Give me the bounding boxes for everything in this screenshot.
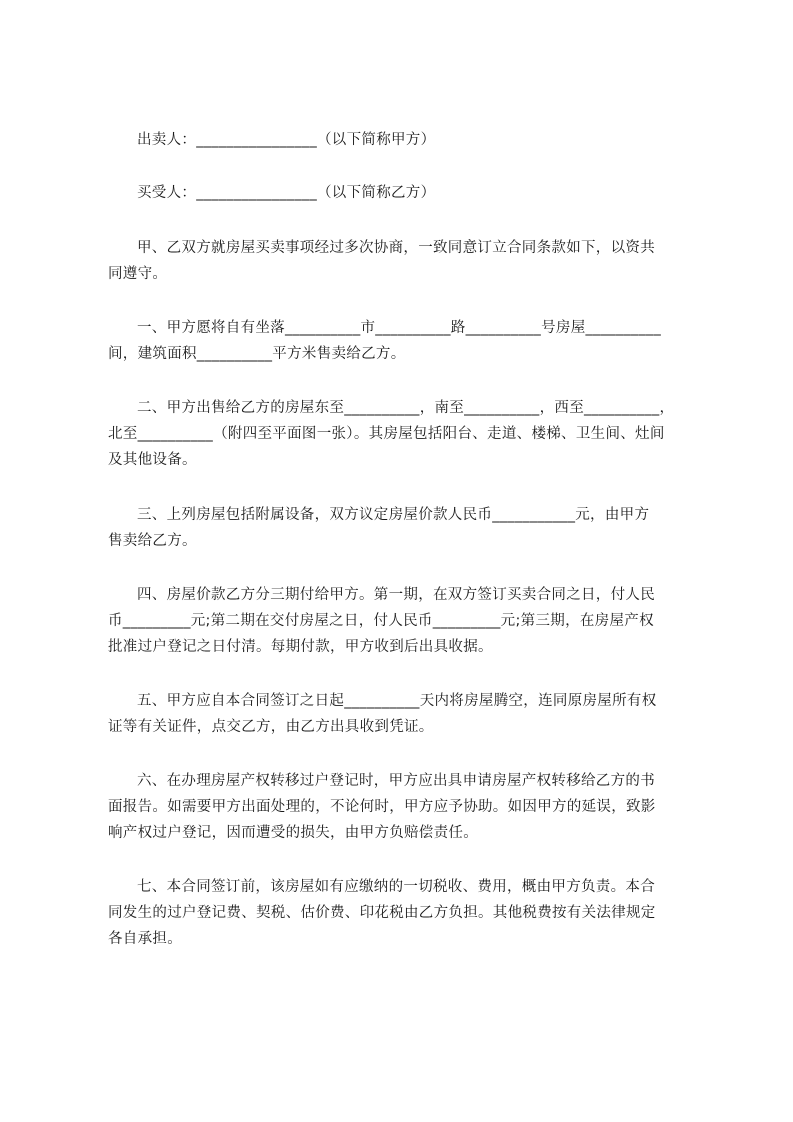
intro-line-1: 甲、乙双方就房屋买卖事项经过多次协商，一致同意订立合同条款如下，以资共 [137, 240, 655, 256]
clause6-line-1: 六、在办理房屋产权转移过户登记时，甲方应出具申请房屋产权转移给乙方的书 [137, 773, 655, 789]
clause2-line-2: 北至__________（附四至平面图一张）。其房屋包括阳台、走道、楼梯、卫生间、灶间 [108, 426, 665, 442]
clause5-line-1: 五、甲方应自本合同签订之日起__________天内将房屋腾空，连同原房屋所有权 [137, 693, 657, 709]
buyer-line: 买受人：________________（以下简称乙方） [137, 185, 436, 201]
clause5-line-2: 证等有关证件，点交乙方，由乙方出具收到凭证。 [108, 719, 434, 735]
clause1-line-1: 一、甲方愿将自有坐落__________市__________路__________号房屋__________ [137, 320, 661, 336]
clause4-line-2: 币_________元;第二期在交付房屋之日，付人民币_________元;第三期，在房屋产权 [108, 613, 654, 629]
clause6-line-3: 响产权过户登记，因而遭受的损失，由甲方负赔偿责任。 [108, 825, 478, 841]
seller-line: 出卖人：________________（以下简称甲方） [137, 132, 436, 148]
clause7-line-1: 七、本合同签订前，该房屋如有应缴纳的一切税收、费用，概由甲方负责。本合 [137, 879, 655, 895]
clause2-line-3: 及其他设备。 [108, 452, 197, 468]
clause1-line-2: 间，建筑面积__________平方米售卖给乙方。 [108, 346, 406, 362]
clause2-line-1: 二、甲方出售给乙方的房屋东至__________，南至__________，西至__________， [137, 400, 675, 416]
clause7-line-2: 同发生的过户登记费、契税、估价费、印花税由乙方负担。其他税费按有关法律规定 [108, 905, 656, 921]
clause6-line-2: 面报告。如需要甲方出面处理的，不论何时，甲方应予协助。如因甲方的延误，致影 [108, 799, 656, 815]
intro-line-2: 同遵守。 [108, 266, 168, 282]
clause3-line-2: 售卖给乙方。 [108, 533, 197, 549]
clause4-line-1: 四、房屋价款乙方分三期付给甲方。第一期，在双方签订买卖合同之日，付人民 [137, 587, 655, 603]
clause7-line-3: 各自承担。 [108, 931, 182, 947]
clause4-line-3: 批准过户登记之日付清。每期付款，甲方收到后出具收据。 [108, 639, 493, 655]
clause3-line-1: 三、上列房屋包括附属设备，双方议定房屋价款人民币___________元，由甲方 [137, 507, 650, 523]
